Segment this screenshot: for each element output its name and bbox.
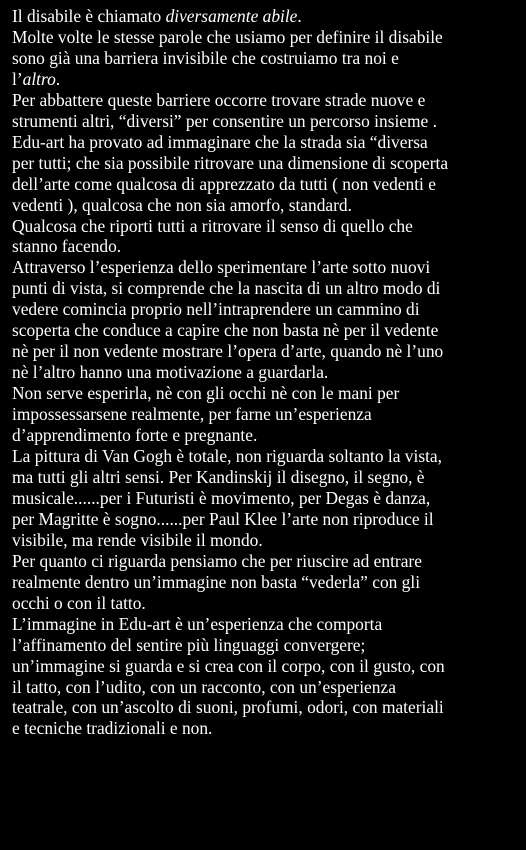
text-segment: nè l’altro hanno una motivazione a guardarla.: [12, 362, 329, 383]
text-segment: l’: [12, 68, 23, 89]
text-line: [12, 530, 520, 551]
text-segment: Attraverso l’esperienza dello sperimentare l’arte sotto nuovi: [12, 257, 431, 278]
text-line: [12, 69, 520, 90]
text-line: [12, 320, 520, 341]
text-line: [12, 341, 520, 362]
text-line: [12, 593, 520, 614]
text-line: [12, 677, 520, 698]
text-segment: teatrale, con un’ascolto di suoni, profumi, odori, con materiali: [12, 697, 444, 718]
text-line: [12, 404, 520, 425]
text-line: [12, 635, 520, 656]
text-line: [12, 195, 520, 216]
text-line: [12, 216, 520, 237]
text-segment: musicale......per i Futuristi è movimento, per Degas è danza,: [12, 487, 431, 508]
text-line: [12, 718, 520, 739]
text-segment: Edu-art ha provato ad immaginare che la strada sia “diversa: [12, 131, 428, 152]
text-line: [12, 278, 520, 299]
text-segment: Molte volte le stesse parole che usiamo per definire il disabile: [12, 26, 443, 47]
text-segment: vedere comincia proprio nell’intraprendere un cammino di: [12, 299, 420, 320]
italic-text-segment: altro: [22, 68, 56, 89]
text-segment: Per quanto ci riguarda pensiamo che per riuscire ad entrare: [12, 550, 422, 571]
text-line: [12, 362, 520, 383]
text-line: [12, 572, 520, 593]
text-line: [12, 446, 520, 467]
text-segment: Non serve esperirla, nè con gli occhi nè con le mani per: [12, 383, 400, 404]
text-segment: visibile, ma rende visibile il mondo.: [12, 529, 263, 550]
text-segment: e tecniche tradizionali e non.: [12, 718, 213, 739]
text-line: [12, 488, 520, 509]
text-segment: stanno facendo.: [12, 236, 122, 257]
text-line: [12, 27, 520, 48]
text-segment: Qualcosa che riporti tutti a ritrovare il senso di quello che: [12, 215, 413, 236]
text-line: [12, 614, 520, 635]
text-line: [12, 551, 520, 572]
text-segment-tail: .: [55, 68, 61, 89]
text-segment: per tutti; che sia possibile ritrovare una dimensione di scoperta: [12, 152, 449, 173]
text-line: [12, 467, 520, 488]
text-segment: vedenti ), qualcosa che non sia amorfo, standard.: [12, 194, 352, 215]
text-line: [12, 132, 520, 153]
text-line: [12, 236, 520, 257]
text-line: [12, 299, 520, 320]
text-line: [12, 425, 520, 446]
text-segment: Per abbattere queste barriere occorre trovare strade nuove e: [12, 89, 426, 110]
text-segment: nè per il non vedente mostrare l’opera d’arte, quando nè l’uno: [12, 341, 444, 362]
text-segment: ma tutti gli altri sensi. Per Kandinskij il disegno, il segno, è: [12, 466, 425, 487]
text-segment: La pittura di Van Gogh è totale, non riguarda soltanto la vista,: [12, 446, 442, 467]
text-segment: un’immagine si guarda e si crea con il corpo, con il gusto, con: [12, 655, 445, 676]
text-line: [12, 48, 520, 69]
text-segment: scoperta che conduce a capire che non basta nè per il vedente: [12, 320, 439, 341]
text-segment: d’apprendimento forte e pregnante.: [12, 425, 258, 446]
text-line: [12, 6, 520, 27]
text-segment: sono già una barriera invisibile che costruiamo tra noi e: [12, 47, 399, 68]
text-segment: realmente dentro un’immagine non basta “vederla” con gli: [12, 571, 421, 592]
italic-text-segment: diversamente abile: [165, 6, 298, 26]
text-line: [12, 257, 520, 278]
text-segment: l’affinamento del sentire più linguaggi convergere;: [12, 634, 366, 655]
text-segment: punti di vista, si comprende che la nascita di un altro modo di: [12, 278, 441, 299]
text-line: [12, 174, 520, 195]
text-line: [12, 697, 520, 718]
text-segment: occhi o con il tatto.: [12, 592, 146, 613]
text-segment: dell’arte come qualcosa di apprezzato da tutti ( non vedenti e: [12, 173, 436, 194]
text-segment: il tatto, con l’udito, con un racconto, con un’esperienza: [12, 676, 396, 697]
text-segment: impossessarsene realmente, per farne un’esperienza: [12, 404, 372, 425]
text-line: [12, 509, 520, 530]
text-line: [12, 90, 520, 111]
text-segment-tail: .: [297, 6, 302, 26]
text-line: [12, 656, 520, 677]
document-text-body: [12, 6, 520, 739]
text-line: [12, 153, 520, 174]
text-segment: per Magritte è sogno......per Paul Klee l’arte non riproduce il: [12, 508, 434, 529]
text-segment: L’immagine in Edu-art è un’esperienza che comporta: [12, 613, 383, 634]
text-segment: Il disabile è chiamato: [12, 6, 166, 26]
text-segment: strumenti altri, “diversi” per consentire un percorso insieme .: [12, 110, 437, 131]
text-line: [12, 383, 520, 404]
text-line: [12, 111, 520, 132]
